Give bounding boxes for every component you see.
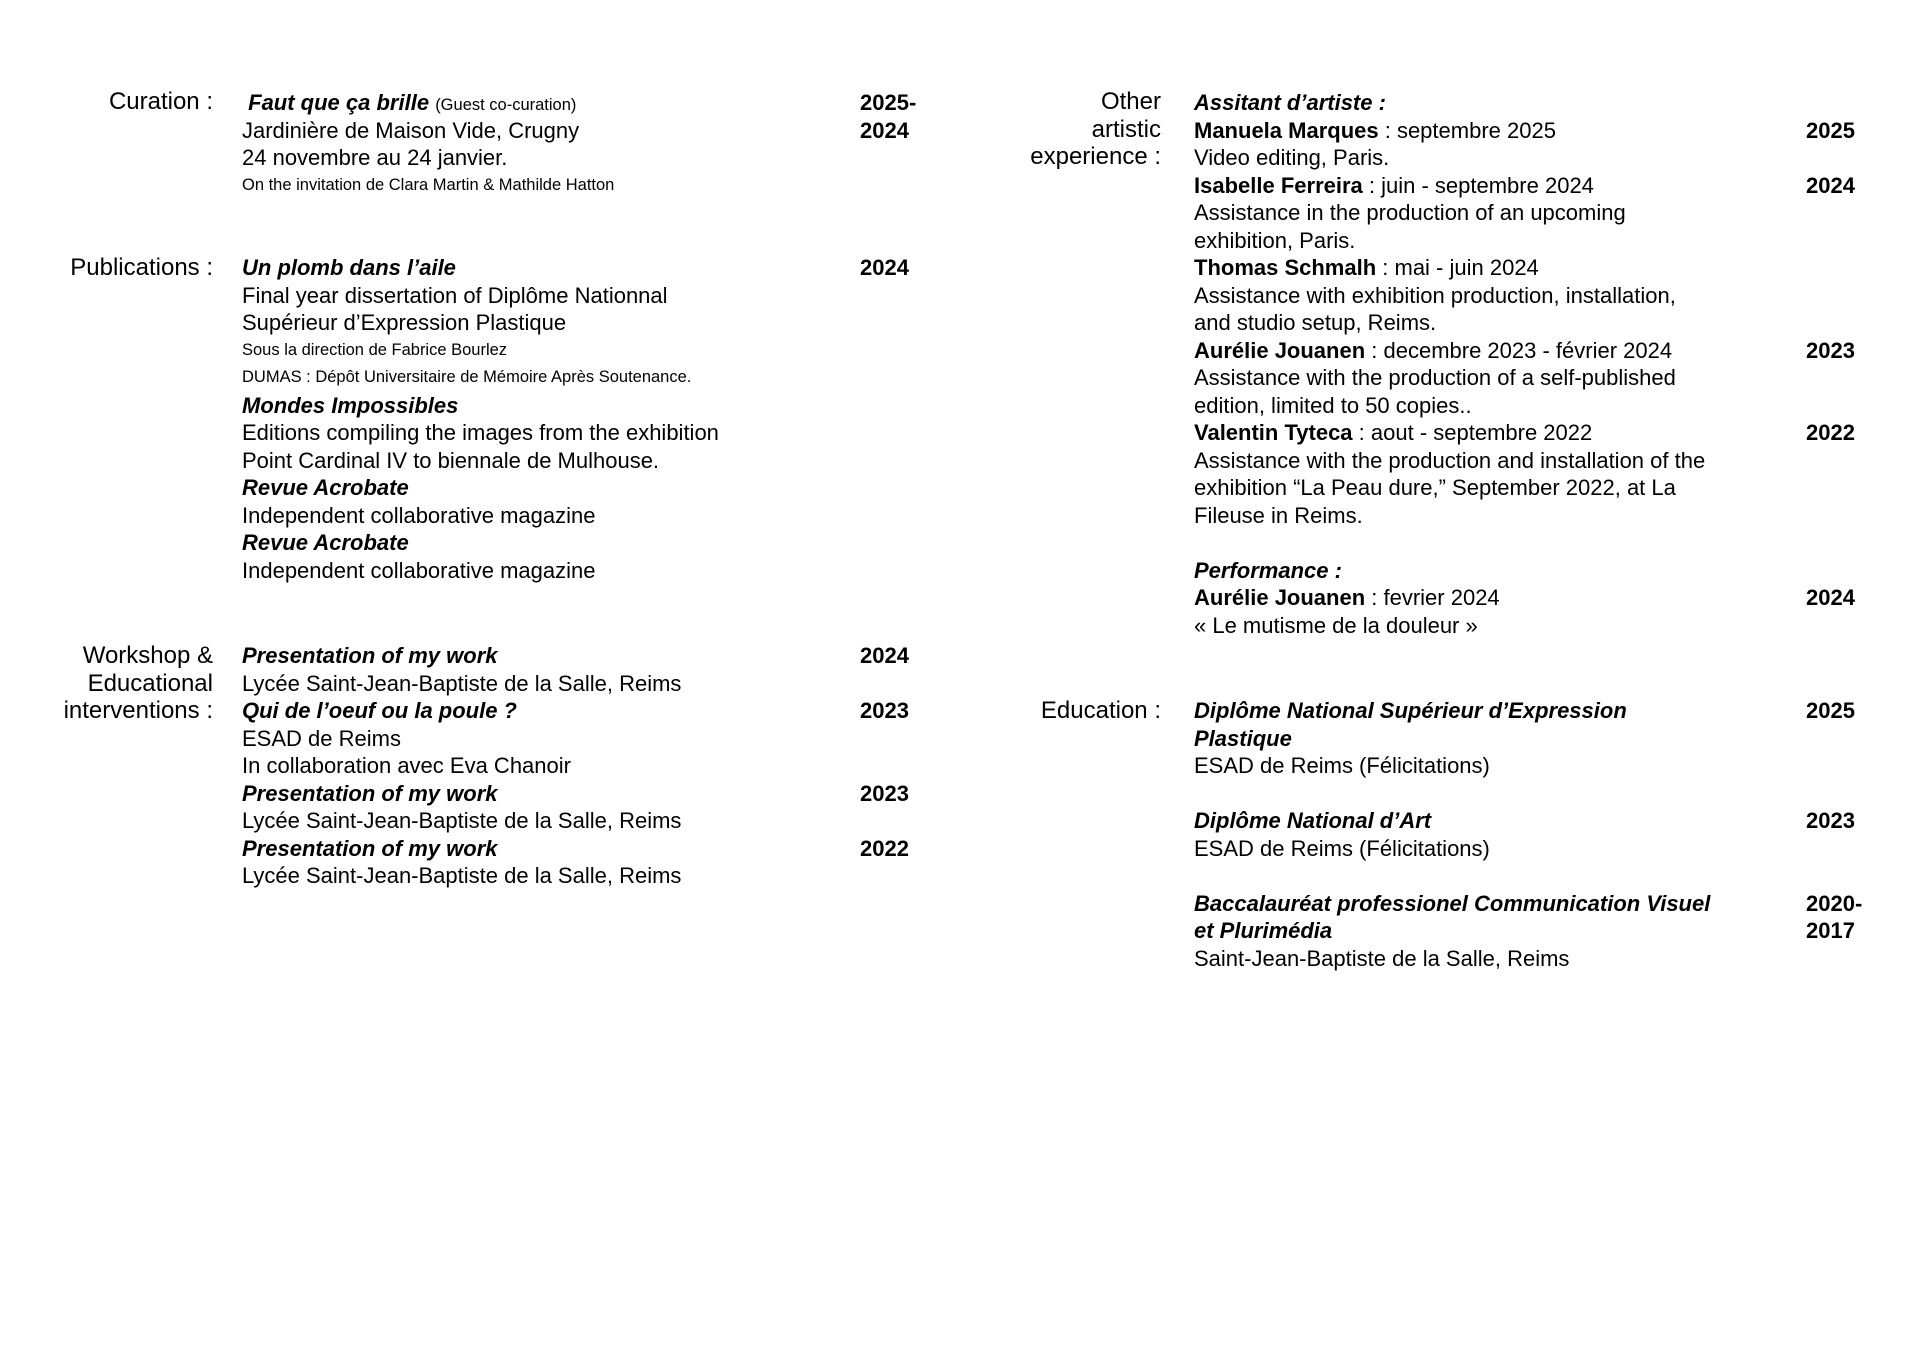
assistant-entry	[1194, 337, 1794, 365]
spacer	[1194, 529, 1794, 557]
assistant-year: 2022	[1806, 420, 1855, 445]
curation-title: Faut que ça brille	[248, 90, 430, 115]
workshop-title: Presentation of my work	[242, 643, 498, 668]
education-title: et Plurimédia	[1194, 918, 1333, 943]
other-label-line: Other	[1100, 88, 1161, 115]
other-section	[1194, 89, 1794, 639]
workshop-line: Lycée Saint-Jean-Baptiste de la Salle, Reims	[242, 670, 682, 696]
workshop-line: Lycée Saint-Jean-Baptiste de la Salle, Reims	[242, 808, 682, 833]
publication-note: Sous la direction de Fabrice Bourlez	[242, 340, 508, 359]
publication-line: Independent collaborative magazine	[242, 557, 596, 583]
workshop-year: 2024	[860, 643, 909, 668]
performance-heading: Performance :	[1194, 557, 1342, 583]
workshop-line: ESAD de Reims	[242, 725, 401, 751]
assistant-period: : aout - septembre 2022	[1352, 420, 1593, 445]
education-year: 2020-	[1806, 890, 1863, 916]
performance-year: 2024	[1806, 585, 1855, 610]
education-label: Education :	[1040, 697, 1161, 724]
performance-entry	[1194, 584, 1794, 612]
assistant-line: exhibition “La Peau dure,” September 2022, at La	[1194, 475, 1676, 500]
education-line: ESAD de Reims (Félicitations)	[1194, 835, 1490, 861]
publication-line: Point Cardinal IV to biennale de Mulhouse.	[242, 447, 660, 473]
publications-label: Publications :	[70, 254, 213, 281]
assistant-name: Aurélie Jouanen	[1194, 337, 1366, 363]
publication-line: Editions compiling the images from the exhibition	[242, 420, 719, 445]
publication-line: Final year dissertation of Diplôme Nationnal	[242, 282, 668, 308]
assistant-entry	[1194, 254, 1794, 282]
assistant-entry	[1194, 117, 1794, 145]
performance-name: Aurélie Jouanen	[1194, 585, 1366, 610]
assistant-line: Assistance with the production and installation of the	[1194, 447, 1706, 473]
spacer	[1194, 862, 1794, 890]
curation-title-line	[242, 89, 842, 117]
workshops-label-line: interventions :	[63, 697, 213, 724]
publication-line: Supérieur d’Expression Plastique	[242, 310, 567, 335]
other-label-line: artistic	[1091, 115, 1161, 143]
curation-note: (Guest co-curation)	[435, 96, 577, 114]
assistant-line: edition, limited to 50 copies..	[1194, 392, 1472, 418]
publication-title: Revue Acrobate	[242, 530, 409, 555]
publication-title: Mondes Impossibles	[242, 392, 459, 418]
curation-venue: Jardinière de Maison Vide, Crugny	[242, 117, 580, 143]
assistant-entry	[1194, 172, 1794, 200]
assistant-name: Manuela Marques	[1194, 117, 1379, 143]
education-line: Saint-Jean-Baptiste de la Salle, Reims	[1194, 945, 1570, 971]
workshop-line: In collaboration avec Eva Chanoir	[242, 753, 571, 778]
assistant-period: : mai - juin 2024	[1376, 255, 1539, 280]
assistant-line: exhibition, Paris.	[1194, 227, 1356, 253]
assistant-year: 2024	[1806, 172, 1855, 198]
workshop-line: Lycée Saint-Jean-Baptiste de la Salle, Reims	[242, 863, 682, 888]
education-line: ESAD de Reims (Félicitations)	[1194, 753, 1490, 778]
workshop-year: 2023	[860, 698, 909, 723]
assistant-period: : juin - septembre 2024	[1362, 172, 1594, 198]
curation-year-line1: 2025-	[860, 90, 917, 115]
assistant-year: 2023	[1806, 337, 1855, 363]
publication-title: Un plomb dans l’aile	[242, 255, 456, 280]
workshop-title: Qui de l’oeuf ou la poule ?	[242, 698, 517, 723]
spacer	[1194, 780, 1794, 808]
curation-year-line2: 2024	[860, 117, 909, 143]
assistant-entry	[1194, 419, 1794, 447]
performance-period: : fevrier 2024	[1365, 585, 1500, 610]
assistant-name: Isabelle Ferreira	[1194, 172, 1363, 198]
workshops-section	[242, 642, 842, 890]
publication-note: DUMAS : Dépôt Universitaire de Mémoire Après Soutenance.	[242, 368, 692, 386]
assistant-period: : decembre 2023 - février 2024	[1365, 337, 1673, 363]
education-title: Diplôme National Supérieur d’Expression	[1194, 698, 1627, 723]
education-title: Baccalauréat professionel Communication Visuel	[1194, 890, 1711, 916]
publication-line: Independent collaborative magazine	[242, 502, 596, 528]
curation-section	[242, 89, 842, 199]
curation-label: Curation :	[108, 88, 213, 115]
publications-section	[242, 254, 842, 584]
workshop-title: Presentation of my work	[242, 780, 498, 806]
workshop-year: 2022	[860, 835, 909, 861]
other-label-line: experience :	[1030, 143, 1161, 170]
workshop-title: Presentation of my work	[242, 835, 498, 861]
workshop-year: 2023	[860, 780, 909, 806]
education-year: 2017	[1806, 918, 1855, 943]
assistant-period: : septembre 2025	[1378, 117, 1556, 143]
other-label	[1030, 88, 1161, 171]
assistant-year: 2025	[1806, 117, 1855, 143]
education-year: 2023	[1806, 808, 1855, 833]
curation-dates: 24 novembre au 24 janvier.	[242, 145, 508, 170]
education-title: Plastique	[1194, 725, 1292, 751]
workshops-label	[64, 642, 213, 725]
education-section	[1194, 697, 1794, 972]
workshops-label-line: Educational	[87, 669, 213, 697]
performance-line: « Le mutisme de la douleur »	[1194, 612, 1478, 638]
assistant-name: Valentin Tyteca	[1194, 420, 1353, 445]
assistant-line: Fileuse in Reims.	[1194, 502, 1363, 528]
publication-title: Revue Acrobate	[242, 475, 409, 500]
publication-year: 2024	[860, 255, 909, 280]
assistant-line: Video editing, Paris.	[1194, 145, 1390, 170]
curation-invitation: On the invitation de Clara Martin & Mathilde Hatton	[242, 175, 615, 194]
assistant-line: Assistance in the production of an upcoming	[1194, 200, 1626, 225]
education-year: 2025	[1806, 698, 1855, 723]
workshops-label-line: Workshop &	[82, 642, 213, 669]
education-title: Diplôme National d’Art	[1194, 808, 1432, 833]
assistant-line: Assistance with exhibition production, installation,	[1194, 282, 1676, 308]
assistant-line: Assistance with the production of a self-published	[1194, 365, 1676, 390]
assistant-name: Thomas Schmalh	[1194, 255, 1377, 280]
assistant-heading: Assitant d’artiste :	[1194, 90, 1386, 115]
assistant-line: and studio setup, Reims.	[1194, 310, 1437, 335]
